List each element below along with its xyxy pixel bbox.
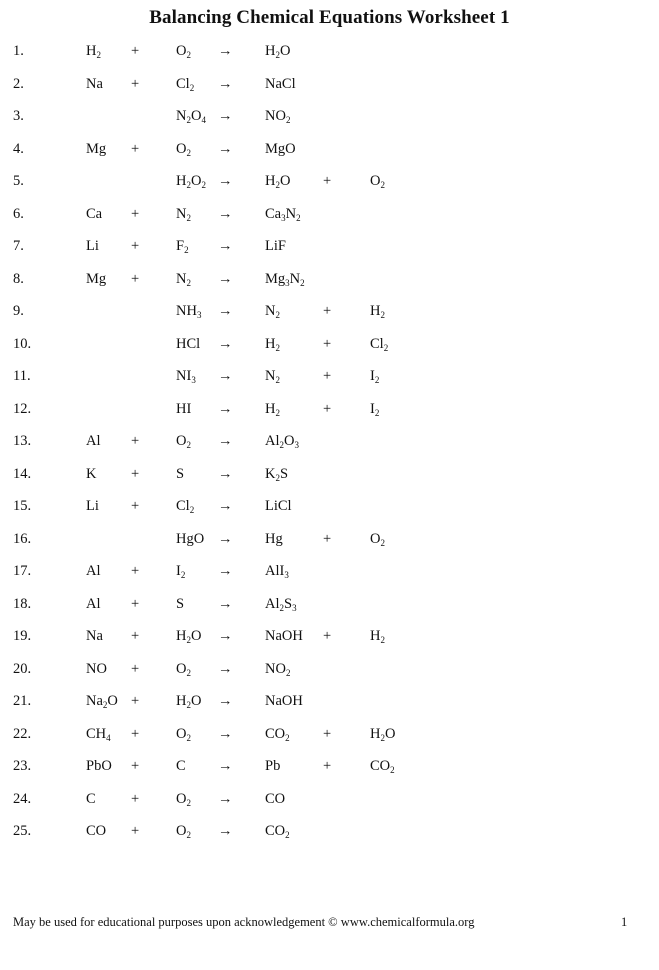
plus-sign: + <box>131 140 140 157</box>
product-1: $NO_2$ <box>265 108 291 125</box>
equation-row <box>0 41 659 74</box>
reaction-arrow: → <box>218 790 233 807</box>
plus-sign: + <box>131 75 140 92</box>
equation-row <box>0 561 659 594</box>
product-1: $Al_2O_3$ <box>265 433 299 450</box>
product-1: NaCl <box>265 75 296 92</box>
reactant-1: $CH_4$ <box>86 725 111 743</box>
reactant-2: $O_2$ <box>176 43 191 60</box>
plus-sign: + <box>323 628 332 644</box>
product-1: $H_2$ <box>265 400 280 418</box>
reaction-arrow: → <box>218 595 233 612</box>
equation-row <box>0 496 659 529</box>
product-1: NaOH <box>265 628 303 644</box>
plus-sign: + <box>131 660 140 677</box>
equation-number: 8. <box>13 270 24 287</box>
product-1: $Al_2S_3$ <box>265 595 297 613</box>
reactant-1: PbO <box>86 758 112 774</box>
reaction-arrow: → <box>218 628 233 644</box>
plus-sign: + <box>323 173 332 189</box>
product-2: $CO_2$ <box>370 758 395 775</box>
reactant-2: $Cl_2$ <box>176 498 195 515</box>
plus-sign: + <box>131 693 140 709</box>
reactant-2: $O_2$ <box>176 140 191 158</box>
plus-sign: + <box>131 725 140 742</box>
reactant-2: S <box>176 465 185 482</box>
equation-number: 4. <box>13 140 24 157</box>
reaction-arrow: → <box>218 303 233 319</box>
equation-number: 18. <box>13 595 32 612</box>
equation-number: 12. <box>13 400 32 417</box>
reaction-arrow: → <box>218 140 233 157</box>
reactant-2: $N_2O_4$ <box>176 108 206 125</box>
equation-number: 6. <box>13 205 24 222</box>
reactant-2: $I_2$ <box>176 563 186 580</box>
plus-sign: + <box>131 758 140 774</box>
product-1: $NO_2$ <box>265 660 291 678</box>
reaction-arrow: → <box>218 563 233 579</box>
reactant-1: Mg <box>86 140 107 157</box>
equation-number: 2. <box>13 75 24 92</box>
equation-row <box>0 789 659 822</box>
reactant-2: $O_2$ <box>176 790 191 808</box>
equation-row <box>0 204 659 237</box>
reaction-arrow: → <box>218 433 233 449</box>
reactant-1: NO <box>86 660 107 677</box>
equation-number: 13. <box>13 433 32 449</box>
equation-row <box>0 821 659 854</box>
reactant-1: Na <box>86 75 103 92</box>
equation-row <box>0 301 659 334</box>
equation-row <box>0 106 659 139</box>
equation-number: 14. <box>13 465 32 482</box>
equation-row <box>0 366 659 399</box>
reaction-arrow: → <box>218 465 233 482</box>
product-1: NaOH <box>265 693 303 709</box>
product-1: $CO_2$ <box>265 725 290 743</box>
plus-sign: + <box>131 628 140 644</box>
equation-row <box>0 269 659 302</box>
reactant-1: Al <box>86 433 101 449</box>
product-2: $Cl_2$ <box>370 335 389 353</box>
reaction-arrow: → <box>218 725 233 742</box>
reactant-1: K <box>86 465 97 482</box>
reaction-arrow: → <box>218 530 233 547</box>
equation-row <box>0 626 659 659</box>
equation-number: 11. <box>13 368 31 384</box>
reactant-2: $Cl_2$ <box>176 75 195 93</box>
plus-sign: + <box>131 433 140 449</box>
reactant-2: $NI_3$ <box>176 368 196 385</box>
reaction-arrow: → <box>218 758 233 774</box>
plus-sign: + <box>323 303 332 319</box>
reactant-2: $N_2$ <box>176 205 191 223</box>
equation-number: 16. <box>13 530 32 547</box>
plus-sign: + <box>323 335 332 352</box>
reactant-2: HCl <box>176 335 201 352</box>
equation-list <box>0 41 659 854</box>
product-1: Pb <box>265 758 281 774</box>
equation-row <box>0 594 659 627</box>
plus-sign: + <box>131 270 140 287</box>
reaction-arrow: → <box>218 335 233 352</box>
footer-note: May be used for educational purposes upon acknowledgement © www.chemicalformula.org <box>13 915 475 929</box>
reactant-2: $O_2$ <box>176 660 191 678</box>
product-1: AlI$_3$ <box>265 563 289 580</box>
reactant-1: CO <box>86 823 107 839</box>
product-1: $N_2$ <box>265 303 280 320</box>
equation-row <box>0 399 659 432</box>
product-1: $N_2$ <box>265 368 280 385</box>
plus-sign: + <box>323 725 332 742</box>
plus-sign: + <box>131 595 140 612</box>
plus-sign: + <box>131 790 140 807</box>
equation-number: 15. <box>13 498 32 514</box>
product-1: LiF <box>265 238 286 254</box>
reaction-arrow: → <box>218 660 233 677</box>
page-title: Balancing Chemical Equations Worksheet 1 <box>149 7 510 28</box>
reaction-arrow: → <box>218 238 233 254</box>
product-2: $H_2$ <box>370 628 385 645</box>
reactant-1: Ca <box>86 205 103 222</box>
product-2: $H_2O$ <box>370 725 396 743</box>
reactant-1: Li <box>86 498 99 514</box>
reactant-2: C <box>176 758 186 774</box>
reactant-2: $O_2$ <box>176 725 191 743</box>
reactant-1: $Na_2O$ <box>86 693 118 710</box>
equation-row <box>0 659 659 692</box>
product-1: $H_2O$ <box>265 43 291 60</box>
reactant-2: $O_2$ <box>176 823 191 840</box>
product-1: $Mg_3N_2$ <box>265 270 305 288</box>
product-1: $Ca_3N_2$ <box>265 205 301 223</box>
reaction-arrow: → <box>218 368 233 384</box>
reaction-arrow: → <box>218 270 233 287</box>
product-1: CO <box>265 790 286 807</box>
reaction-arrow: → <box>218 693 233 709</box>
equation-number: 24. <box>13 790 32 807</box>
reactant-2: $H_2O_2$ <box>176 173 206 190</box>
page-number: 1 <box>621 915 628 929</box>
product-2: $H_2$ <box>370 303 385 320</box>
plus-sign: + <box>323 758 332 774</box>
equation-row <box>0 334 659 367</box>
equation-number: 19. <box>13 628 32 644</box>
equation-number: 25. <box>13 823 32 839</box>
equation-number: 21. <box>13 693 32 709</box>
reactant-2: S <box>176 595 185 612</box>
equation-row <box>0 756 659 789</box>
reactant-2: HI <box>176 400 192 417</box>
equation-row <box>0 139 659 172</box>
product-1: $K_2S$ <box>265 465 289 483</box>
reactant-1: $H_2$ <box>86 43 101 60</box>
product-1: MgO <box>265 140 296 157</box>
reactant-1: Na <box>86 628 103 644</box>
plus-sign: + <box>131 498 140 514</box>
reaction-arrow: → <box>218 205 233 222</box>
reaction-arrow: → <box>218 43 233 59</box>
reactant-2: $N_2$ <box>176 270 191 288</box>
equation-number: 22. <box>13 725 32 742</box>
reaction-arrow: → <box>218 75 233 92</box>
equation-number: 7. <box>13 238 24 254</box>
reactant-2: $O_2$ <box>176 433 191 450</box>
equation-row <box>0 529 659 562</box>
plus-sign: + <box>131 43 140 59</box>
equation-row <box>0 691 659 724</box>
plus-sign: + <box>131 205 140 222</box>
equation-row <box>0 724 659 757</box>
equation-row <box>0 431 659 464</box>
equation-number: 10. <box>13 335 32 352</box>
equation-number: 17. <box>13 563 32 579</box>
reaction-arrow: → <box>218 173 233 189</box>
product-1: $H_2$ <box>265 335 280 353</box>
equation-number: 9. <box>13 303 24 319</box>
equation-number: 23. <box>13 758 32 774</box>
reactant-2: HgO <box>176 530 205 547</box>
product-2: $O_2$ <box>370 530 385 548</box>
product-2: $O_2$ <box>370 173 385 190</box>
product-2: $I_2$ <box>370 368 380 385</box>
equation-row <box>0 74 659 107</box>
equation-row <box>0 236 659 269</box>
product-1: $CO_2$ <box>265 823 290 840</box>
equation-number: 5. <box>13 173 24 189</box>
reactant-1: Al <box>86 595 101 612</box>
product-2: $I_2$ <box>370 400 380 418</box>
reactant-1: C <box>86 790 96 807</box>
reactant-1: Mg <box>86 270 107 287</box>
reaction-arrow: → <box>218 108 233 124</box>
equation-number: 3. <box>13 108 24 124</box>
reaction-arrow: → <box>218 823 233 839</box>
reactant-2: $F_2$ <box>176 238 189 255</box>
equation-row <box>0 171 659 204</box>
reaction-arrow: → <box>218 400 233 417</box>
plus-sign: + <box>323 368 332 384</box>
reactant-2: $H_2O$ <box>176 693 202 710</box>
plus-sign: + <box>131 823 140 839</box>
equation-number: 1. <box>13 43 24 59</box>
product-1: $H_2O$ <box>265 173 291 190</box>
plus-sign: + <box>323 530 332 547</box>
reactant-2: $H_2O$ <box>176 628 202 645</box>
reaction-arrow: → <box>218 498 233 514</box>
plus-sign: + <box>131 238 140 254</box>
reactant-1: Li <box>86 238 99 254</box>
product-1: Hg <box>265 530 283 547</box>
equation-row <box>0 464 659 497</box>
reactant-2: $NH_3$ <box>176 303 202 320</box>
plus-sign: + <box>323 400 332 417</box>
plus-sign: + <box>131 563 140 579</box>
plus-sign: + <box>131 465 140 482</box>
equation-number: 20. <box>13 660 32 677</box>
product-1: LiCl <box>265 498 292 514</box>
reactant-1: Al <box>86 563 101 579</box>
